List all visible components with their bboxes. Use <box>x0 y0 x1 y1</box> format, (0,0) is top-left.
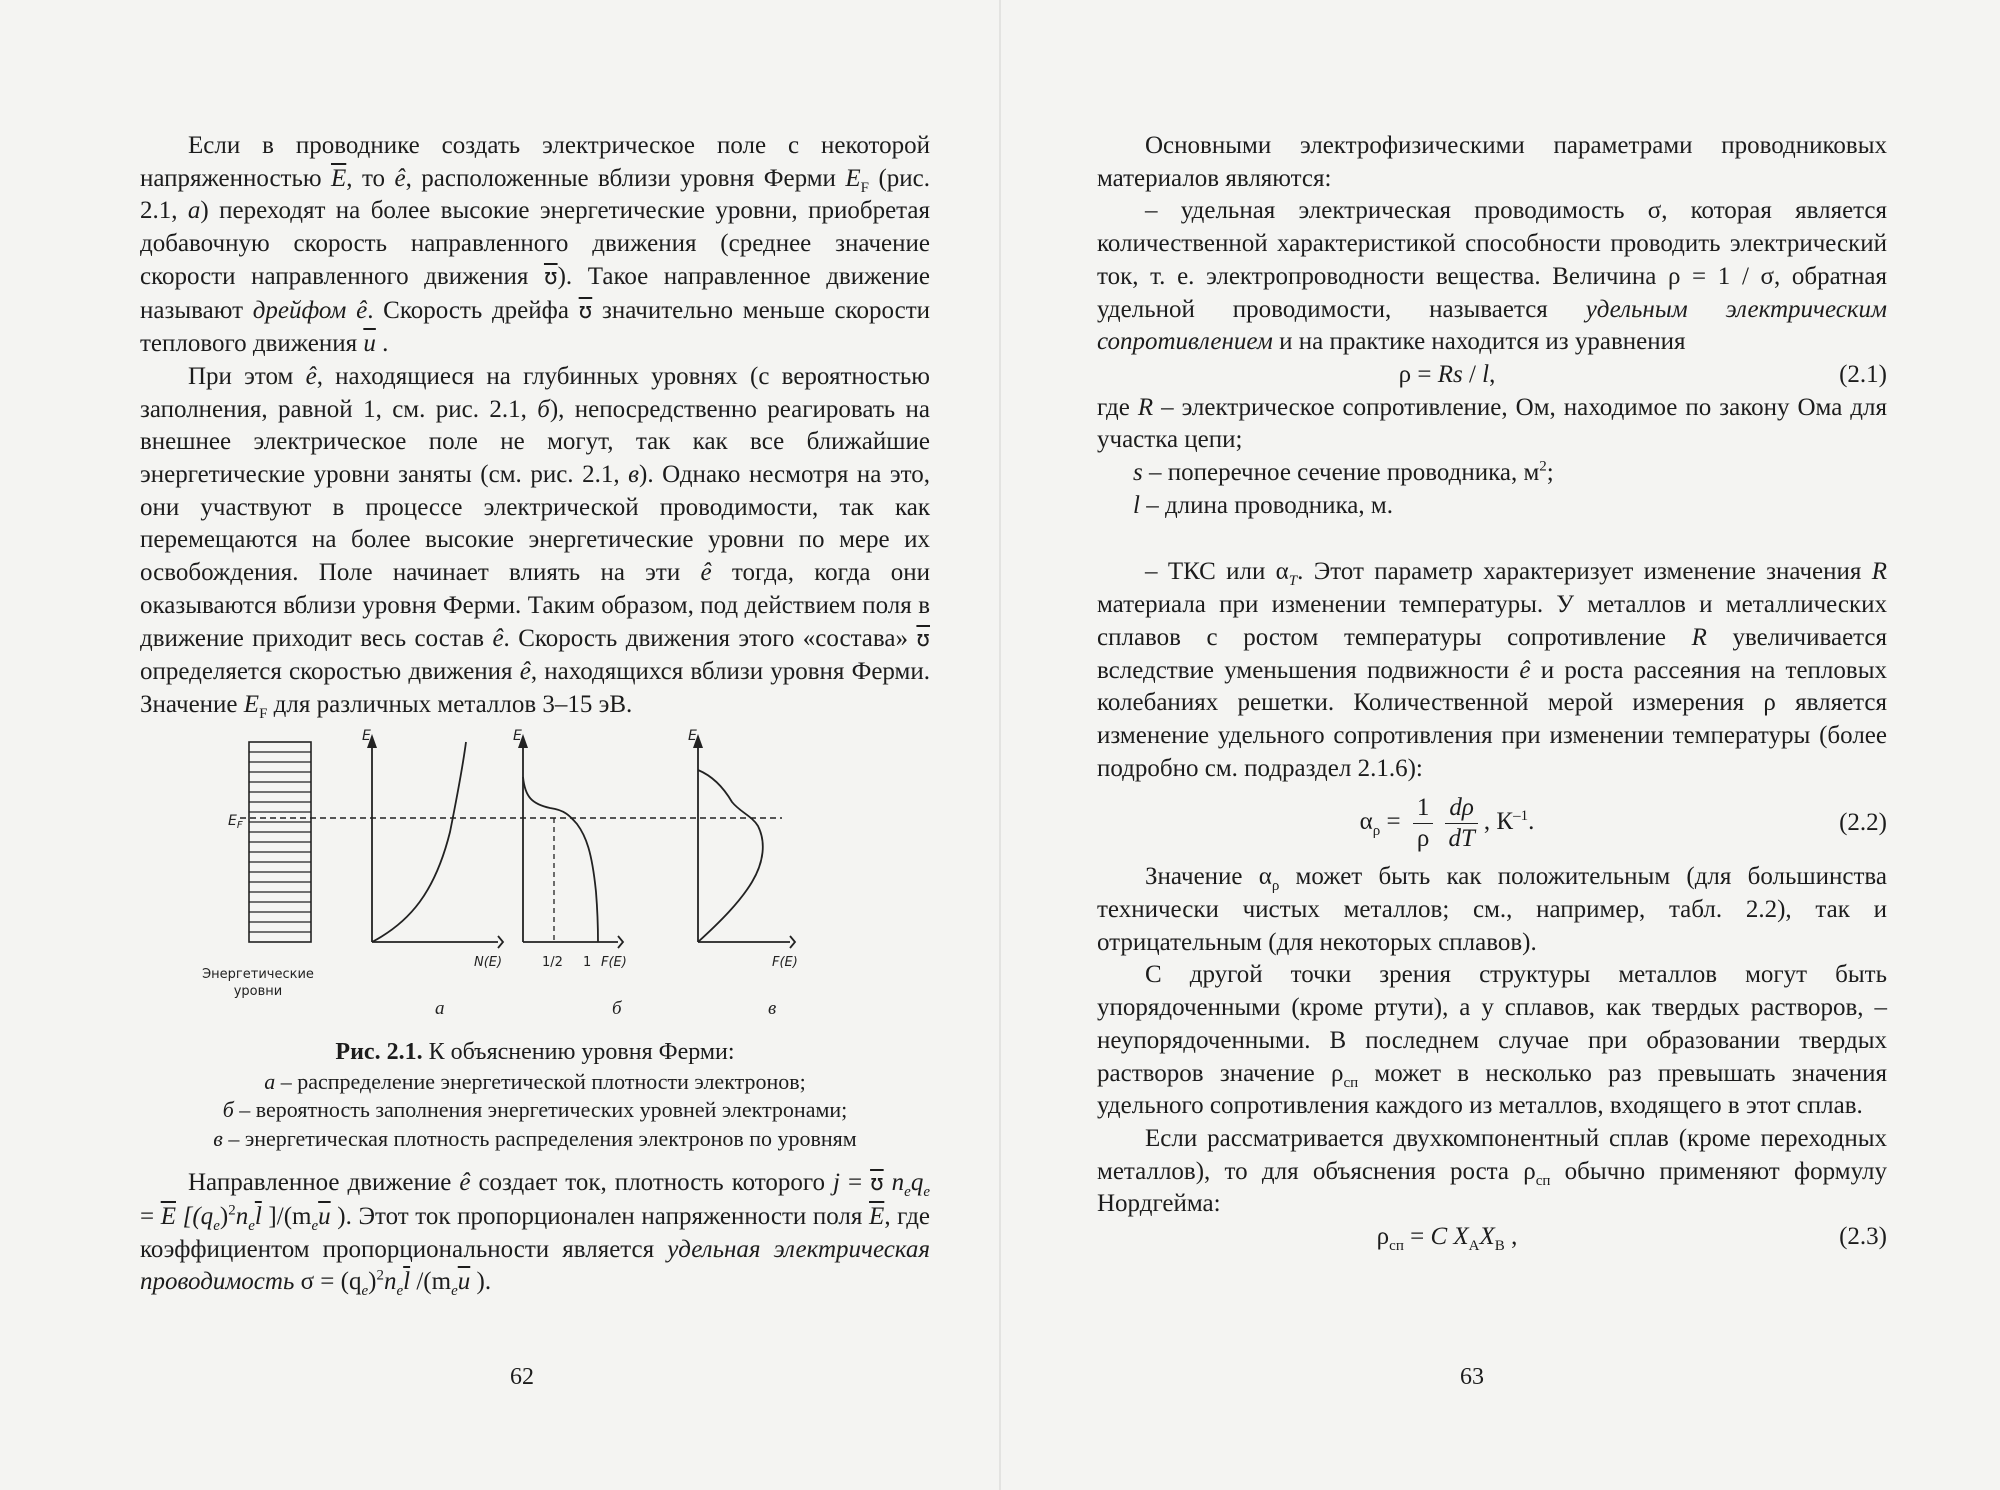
text-column-left <box>140 130 930 1299</box>
ef-label: $E_F$ <box>228 812 243 831</box>
panel-b-probability <box>513 728 627 1019</box>
energy-levels-label: Энергетические уровни <box>202 966 314 999</box>
paragraph-drift: Если в проводнике создать электрическое поле с некоторой напряженностью $\overline{E}$, то ê, расположенные вблизи уровня Ферми $E_F$ (рис. 2.1, а) переходят на более высокие энергетические уровни, приобретая добавочную скорость направленного движения (среднее значение скорости направленного движения $\overline{ʊ}$). Такое направленное движение называют дрейфом ê. Скорость дрейфа $\overline{ʊ}$ значительно меньше скорости теплового движения $\overline{u}$ . <box>140 132 931 358</box>
panel-a-density <box>362 728 503 1019</box>
paragraph-intro: Основными электрофизическими параметрами проводниковых материалов являются: <box>1097 132 1887 192</box>
formula-2-1: ρ = Rs / l, (2.1) <box>1097 359 1887 392</box>
figure-caption <box>140 1036 930 1154</box>
formula-number-2-1: (2.1) <box>1839 360 1887 388</box>
paragraph-alpha-sign: Значение $\alpha_\rho$ может быть как положительным (для большинства технически чистых металлов; см., например, табл. 2.2), так и отрицательным (для некоторых сплавов). <box>1097 863 1887 956</box>
panel-c-distribution <box>688 728 798 1019</box>
energy-levels-box <box>249 742 311 942</box>
paragraph-tcr: – ТКС или $\alpha_T$. Этот параметр характеризует изменение значения R материала при изменении температуры. У металлов и металлических сплавов с ростом температуры сопротивление R увеличивается вследствие уменьшения подвижности ê и роста рассеяния на тепловых колебаниях решетки. Количественной мерой измерения ρ является изменение удельного сопротивления при изменении температуры (более подробно см. подраздел 2.1.6): <box>1097 558 1887 782</box>
label-c: в <box>768 997 777 1019</box>
tick-half: 1/2 <box>542 954 563 970</box>
axis-fe-b: F(E) <box>601 954 627 970</box>
label-a: а <box>435 997 445 1019</box>
axis-e-b: E <box>513 727 522 744</box>
paragraph-conductivity: – удельная электрическая проводимость σ, которая является количественной характеристикой способности проводить электрический ток, т. е. электропроводности вещества. Величина ρ = 1 / σ, обратная удельной проводимости, называется удельным электрическим сопротивлением и на практике находится из уравнения <box>1097 197 1887 356</box>
paragraph-nordheim: Если рассматривается двухкомпонентный сплав (кроме переходных металлов), то для объяснения роста $\rho_{сп}$ обычно применяют формулу Нордгейма: <box>1097 1124 1887 1218</box>
text-column-right <box>1097 130 1887 1254</box>
axis-ne: N(E) <box>474 954 503 970</box>
paragraph-structure: С другой точки зрения структуры металлов могут быть упорядоченными (кроме ртути), а у сплавов, как твердых растворов, – неупорядоченными. В последнем случае при образовании твердых растворов значение $\rho_{сп}$ может в несколько раз превышать значения удельного сопротивления каждого из металлов, входящего в этот сплав. <box>1097 961 1888 1120</box>
paragraph-deep-levels: При этом ê, находящиеся на глубинных уровнях (с вероятностью заполнения, равной 1, см. рис. 2.1, б), непосредственно реагировать на внешнее электрическое поле не могут, так как все ближайшие энергетические уровни заняты (см. рис. 2.1, в). Однако несмотря на это, они участвуют в процессе электрической проводимости, так как перемещаются на более высокие энергетические уровни по мере их освобождения. Поле начинает влиять на эти ê тогда, когда они оказываются вблизи уровня Ферми. Таким образом, под действием поля в движение приходит весь состав ê. Скорость движения этого «состава» $\overline{ʊ}$ определяется скоростью движения ê, находящихся вблизи уровня Ферми. Значение $E_F$ для различных металлов 3–15 эВ. <box>140 362 930 722</box>
formula-2-2: $\alpha_\rho$ = $\frac{1}{\rho}$ $\frac{d\rho}{dT}$ , $К^{-1}$. (2.2) <box>1359 793 1887 852</box>
formula-2-3: $\rho_{сп} = C$ $X_AX_B$ , (2.3) <box>1376 1223 1887 1255</box>
caption-line-b: б – вероятность заполнения энергетических уровней электронами; <box>222 1097 848 1123</box>
formula-number-2-3: (2.3) <box>1839 1223 1887 1251</box>
axis-e-c: E <box>688 727 697 744</box>
paragraph-current-density: Направленное движение ê создает ток, плотность которого $j = \overline{ʊ}$ $n_eq_e = \overline{E}$ [$(q_e)^2n_e\overline{l}$ ]$/(m_e\overline{u}$ ). Этот ток пропорционален напряженности поля $\overline{E}$, где коэффициентом пропорциональности является удельная электрическая проводимость $\sigma = (q_e)^2n_e\overline{l}$ $/(m_e\overline{u}$ ). <box>140 1169 931 1300</box>
figure-fermi-level <box>140 722 930 1032</box>
caption-title: Рис. 2.1. К объяснению уровня Ферми: <box>335 1038 735 1065</box>
caption-line-c: в – энергетическая плотность распределения электронов по уровням <box>213 1125 857 1151</box>
page-number-left: 62 <box>510 1364 534 1390</box>
paragraph-where-l: l – длина проводника, м. <box>1133 491 1393 519</box>
axis-e-a: E <box>362 727 371 744</box>
paragraph-where-r: где R – электрическое сопротивление, Ом, находимое по закону Ома для участка цепи; <box>1097 393 1887 454</box>
page-number-right: 63 <box>1460 1364 1484 1390</box>
label-b: б <box>612 997 622 1019</box>
axis-fe-c: F(E) <box>772 954 798 970</box>
paragraph-where-s: s – поперечное сечение проводника, $м^2$; <box>1133 458 1554 487</box>
formula-number-2-2: (2.2) <box>1839 809 1887 836</box>
tick-one: 1 <box>583 954 592 970</box>
page-right <box>1000 0 2000 1490</box>
caption-line-a: а – распределение энергетической плотности электронов; <box>264 1068 806 1094</box>
